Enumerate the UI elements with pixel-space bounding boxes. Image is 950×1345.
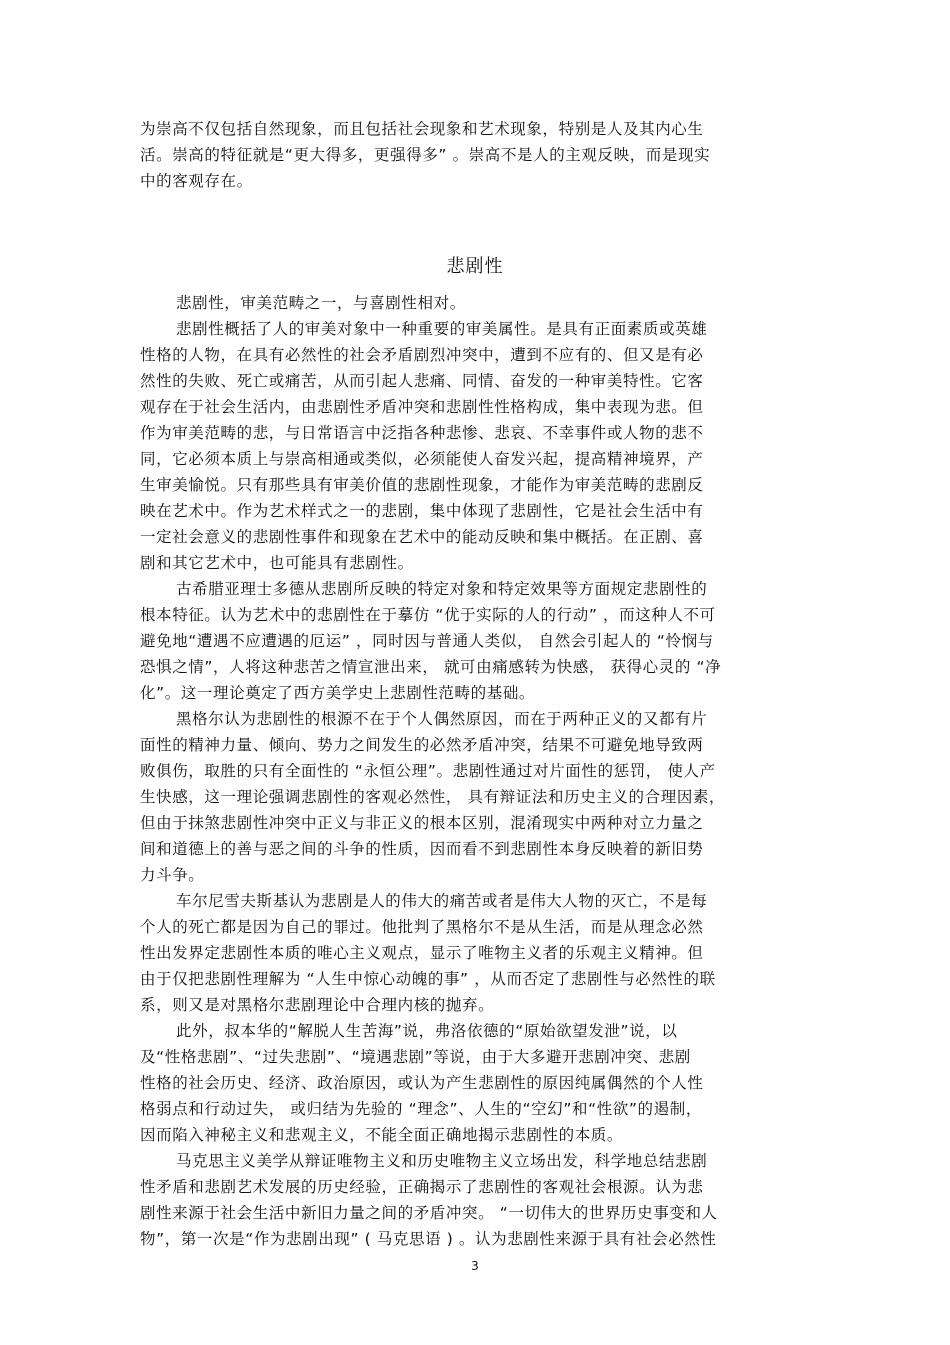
paragraph-line: 一定社会意义的悲剧性事件和现象在艺术中的能动反映和集中概括。在正剧、喜 [140,528,704,546]
paragraph-line: 及“性格悲剧”、“过失悲剧”、“境遇悲剧”等说，由于大多避开悲剧冲突、悲剧 [140,1048,691,1066]
paragraph-line: 根本特征。认为艺术中的悲剧性在于摹仿 “优于实际的人的行动” ，而这种人不可 [140,606,716,624]
paragraph-line: 恐惧之情”，人将这种悲苦之情宣泄出来， 就可由痛感转为快感， 获得心灵的 “净 [140,658,722,676]
paragraph-line: 性格的人物，在具有必然性的社会矛盾剧烈冲突中，遭到不应有的、但又是有必 [140,346,704,364]
intro-line: 中的客观存在。 [140,172,253,190]
paragraph-line: 观存在于社会生活内，由悲剧性矛盾冲突和悲剧性性格构成，集中表现为悲。但 [140,398,704,416]
paragraph-line: 力斗争。 [140,866,205,884]
paragraph-line: 然性的失败、死亡或痛苦，从而引起人悲痛、同情、奋发的一种审美特性。它客 [140,372,704,390]
paragraph-line: 性格的社会历史、经济、政治原因，或认为产生悲剧性的原因纯属偶然的个人性 [140,1074,704,1092]
paragraph-line: 古希腊亚理士多德从悲剧所反映的特定对象和特定效果等方面规定悲剧性的 [176,580,708,598]
paragraph-line: 此外，叔本华的“解脱人生苦海”说，弗洛依德的“原始欲望发泄”说，以 [176,1022,678,1040]
paragraph-line: 物”，第一次是“作为悲剧出现” ( 马克思语 ) 。认为悲剧性来源于具有社会必然性 [140,1230,717,1248]
page-number: 3 [471,1259,479,1273]
paragraph-line: 黑格尔认为悲剧性的根源不在于个人偶然原因，而在于两种正义的又都有片 [176,710,708,728]
paragraph-line: 但由于抹煞悲剧性冲突中正义与非正义的根本区别，混淆现实中两种对立力量之 [140,814,704,832]
paragraph-line: 化”。这一理论奠定了西方美学史上悲剧性范畴的基础。 [140,684,536,702]
paragraph-line: 马克思主义美学从辩证唯物主义和历史唯物主义立场出发，科学地总结悲剧 [176,1152,708,1170]
paragraph-line: 剧性来源于社会生活中新旧力量之间的矛盾冲突。 “一切伟大的世界历史事变和人 [140,1204,718,1222]
paragraph-line: 面性的精神力量、倾向、势力之间发生的必然矛盾冲突，结果不可避免地导致两 [140,736,704,754]
paragraph-line: 生快感，这一理论强调悲剧性的客观必然性， 具有辩证法和历史主义的合理因素， [140,788,726,806]
intro-line: 为崇高不仅包括自然现象，而且包括社会现象和艺术现象，特别是人及其内心生 [140,120,704,138]
paragraph-line: 悲剧性概括了人的审美对象中一种重要的审美属性。是具有正面素质或英雄 [176,320,708,338]
paragraph-line: 格弱点和行动过失， 或归结为先验的 “理念”、人生的“空幻”和“性欲”的遏制， [140,1100,702,1118]
paragraph-line: 避免地“遭遇不应遭遇的厄运” ，同时因与普通人类似， 自然会引起人的 “怜悯与 [140,632,714,650]
paragraph-line: 败俱伤，取胜的只有全面性的 “永恒公理”。悲剧性通过对片面性的惩罚， 使人产 [140,762,716,780]
paragraph-line: 个人的死亡都是因为自己的罪过。他批判了黑格尔不是从生活，而是从理念必然 [140,918,704,936]
paragraph-line: 间和道德上的善与恶之间的斗争的性质，因而看不到悲剧性本身反映着的新旧势 [140,840,704,858]
paragraph-line: 生审美愉悦。只有那些具有审美价值的悲剧性现象，才能作为审美范畴的悲剧反 [140,476,704,494]
paragraph-line: 悲剧性，审美范畴之一，与喜剧性相对。 [176,294,466,312]
paragraph-line: 由于仅把悲剧性理解为 “人生中惊心动魄的事” ，从而否定了悲剧性与必然性的联 [140,970,716,988]
section-title: 悲剧性 [446,256,504,277]
paragraph-line: 性出发界定悲剧性本质的唯心主义观点，显示了唯物主义者的乐观主义精神。但 [140,944,704,962]
paragraph-line: 车尔尼雪夫斯基认为悲剧是人的伟大的痛苦或者是伟大人物的灭亡，不是每 [176,892,708,910]
paragraph-line: 同，它必须本质上与崇高相通或类似，必须能使人奋发兴起，提高精神境界，产 [140,450,704,468]
paragraph-line: 剧和其它艺术中，也可能具有悲剧性。 [140,554,414,572]
intro-line: 活。崇高的特征就是“更大得多，更强得多” 。崇高不是人的主观反映，而是现实 [140,146,711,164]
paragraph-line: 系，则又是对黑格尔悲剧理论中合理内核的抛弃。 [140,996,495,1014]
paragraph-line: 映在艺术中。作为艺术样式之一的悲剧，集中体现了悲剧性，它是社会生活中有 [140,502,704,520]
paragraph-line: 因而陷入神秘主义和悲观主义，不能全面正确地揭示悲剧性的本质。 [140,1126,624,1144]
paragraph-line: 作为审美范畴的悲，与日常语言中泛指各种悲惨、悲哀、不幸事件或人物的悲不 [140,424,704,442]
paragraph-line: 性矛盾和悲剧艺术发展的历史经验，正确揭示了悲剧性的客观社会根源。认为悲 [140,1178,704,1196]
